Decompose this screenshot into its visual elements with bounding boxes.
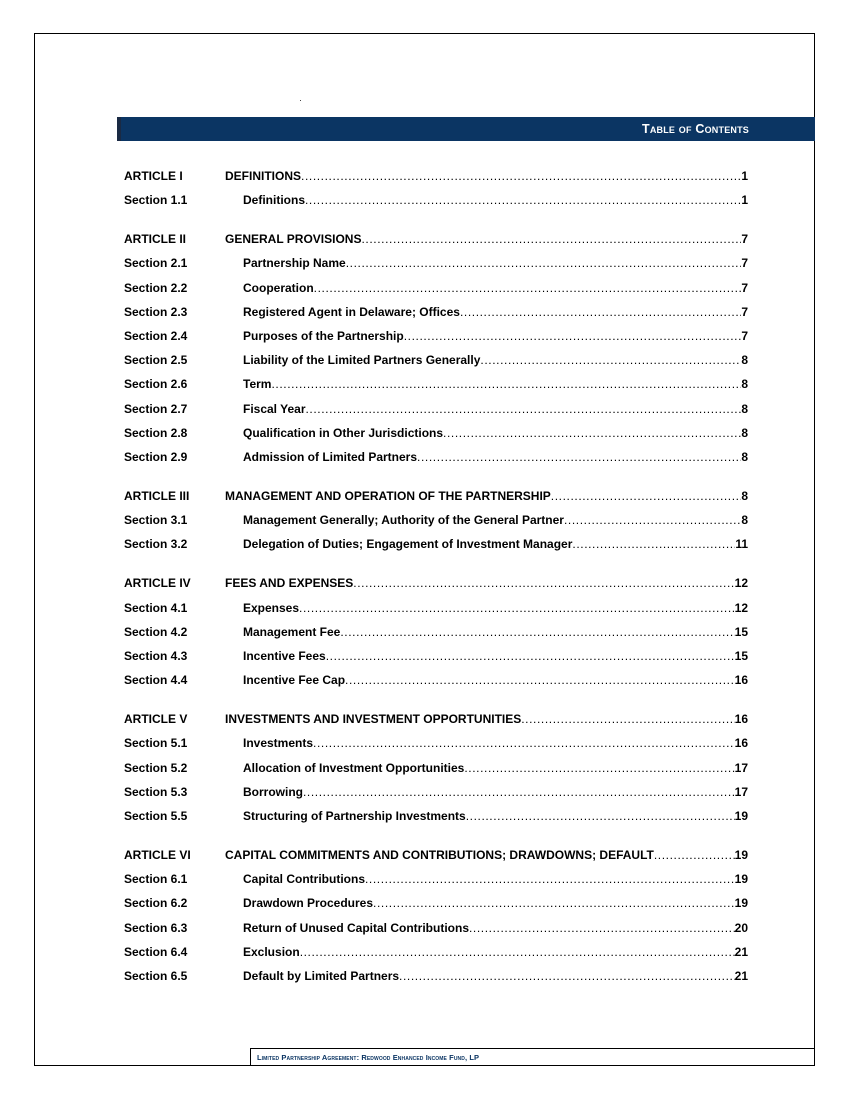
toc-entry-number: Section 1.1: [124, 193, 188, 208]
dot-leader: [361, 231, 741, 247]
toc-section-row[interactable]: [124, 648, 748, 664]
toc-article-row[interactable]: [124, 488, 748, 504]
toc-entry-title: Incentive Fees: [243, 649, 326, 663]
toc-section-row[interactable]: [124, 624, 748, 640]
toc-entry-number: ARTICLE V: [124, 712, 188, 727]
toc-article-row[interactable]: [124, 575, 748, 591]
toc-page-number: 7: [741, 329, 748, 343]
toc-entry: [225, 488, 748, 504]
toc-entry-title: Exclusion: [243, 944, 300, 959]
toc-entry-number: Section 5.3: [124, 784, 188, 799]
toc-entry-title: Return of Unused Capital Contributions: [243, 920, 469, 935]
toc-entry-number: Section 5.5: [124, 809, 188, 823]
toc-entry-title: FEES AND EXPENSES: [225, 576, 354, 591]
dot-leader: [469, 920, 735, 936]
toc-entry: [225, 711, 748, 727]
toc-section-row[interactable]: [124, 376, 748, 392]
toc-section-row[interactable]: [124, 944, 748, 960]
toc-section-row[interactable]: [124, 920, 748, 936]
toc-entry: [243, 328, 748, 344]
toc-section-row[interactable]: [124, 304, 748, 320]
dot-leader: [564, 512, 741, 528]
dot-leader: [464, 760, 734, 776]
toc-page-number: 8: [741, 425, 748, 440]
toc-entry-title: MANAGEMENT AND OPERATION OF THE PARTNERSHIP: [225, 489, 551, 503]
dot-leader: [466, 808, 735, 824]
toc-entry-title: Cooperation: [243, 280, 314, 295]
toc-entry-title: Drawdown Procedures: [243, 896, 374, 911]
toc-page-number: 21: [734, 969, 748, 983]
toc-entry-title: Partnership Name: [243, 256, 346, 271]
toc-entry-title: Definitions: [243, 193, 305, 208]
dot-leader: [314, 280, 742, 296]
toc-section-row[interactable]: [124, 784, 748, 800]
toc-entry-title: CAPITAL COMMITMENTS AND CONTRIBUTIONS; DRAWDOWNS; DEFAULT: [225, 848, 654, 862]
toc-entry-title: Management Fee: [243, 624, 341, 639]
toc-entry: [243, 352, 748, 368]
toc-entry: [243, 784, 748, 800]
toc-entry: [225, 575, 748, 591]
toc-entry-number: Section 2.1: [124, 256, 188, 271]
toc-entry-title: Registered Agent in Delaware; Offices: [243, 304, 460, 319]
toc-entry: [243, 648, 748, 664]
toc-page-number: 8: [741, 401, 748, 416]
toc-section-row[interactable]: [124, 895, 748, 911]
dot-leader: [399, 968, 735, 984]
toc-entry: [243, 425, 748, 441]
toc-entry-number: Section 2.3: [124, 304, 188, 319]
dot-leader: [271, 376, 741, 392]
toc-entry-title: Purposes of the Partnership: [243, 329, 404, 343]
toc-entry: [243, 255, 748, 271]
dot-leader: [313, 735, 735, 751]
toc-page-number: 15: [734, 624, 748, 639]
toc-entry-title: Management Generally; Authority of the General Partner: [243, 513, 564, 528]
footer: [250, 1048, 815, 1066]
toc-entry-number: Section 2.7: [124, 401, 188, 416]
toc-entry-number: Section 4.3: [124, 649, 188, 663]
toc-page-number: 11: [735, 537, 748, 552]
toc-article-row[interactable]: [124, 847, 748, 863]
toc-section-row[interactable]: [124, 280, 748, 296]
dot-leader: [303, 784, 735, 800]
toc-entry-number: Section 6.4: [124, 944, 188, 959]
toc-page-number: 7: [741, 280, 748, 295]
dot-leader: [373, 895, 735, 911]
toc-page-number: 19: [734, 848, 748, 862]
stray-mark: [300, 100, 301, 101]
dot-leader: [301, 168, 741, 184]
toc-heading: Table of Contents: [641, 122, 749, 136]
toc-page-number: 8: [741, 377, 748, 392]
toc-entry-title: Capital Contributions: [243, 872, 365, 887]
toc-article-row[interactable]: [124, 711, 748, 727]
toc-entry: [243, 871, 748, 887]
toc-page-number: 8: [741, 450, 748, 464]
toc-page-number: 8: [741, 513, 748, 528]
toc-entry-number: Section 6.5: [124, 969, 188, 983]
toc-entry-title: Admission of Limited Partners: [243, 450, 418, 464]
toc-entry: [243, 624, 748, 640]
toc-section-row[interactable]: [124, 449, 748, 465]
dot-leader: [346, 255, 742, 271]
toc-section-row[interactable]: [124, 600, 748, 616]
dot-leader: [306, 401, 742, 417]
toc-section-row[interactable]: [124, 512, 748, 528]
toc-entry: [243, 968, 748, 984]
toc-entry-number: ARTICLE II: [124, 232, 186, 247]
dot-leader: [654, 847, 735, 863]
toc-article-row[interactable]: [124, 168, 748, 184]
toc-entry-title: Borrowing: [243, 784, 303, 799]
toc-page-number: 7: [741, 232, 748, 247]
toc-section-row[interactable]: [124, 401, 748, 417]
toc-section-row[interactable]: [124, 968, 748, 984]
toc-entry-title: Delegation of Duties; Engagement of Investment Manager: [243, 537, 573, 552]
footer-title: Limited Partnership Agreement: Redwood Enhanced Income Fund, LP: [257, 1053, 480, 1062]
toc-page-number: 19: [734, 872, 748, 887]
toc-entry: [243, 376, 748, 392]
toc-entry-number: ARTICLE VI: [124, 848, 191, 862]
toc-entry: [243, 536, 748, 552]
dot-leader: [460, 304, 741, 320]
toc-entry-number: Section 2.2: [124, 280, 188, 295]
toc-page-number: 17: [734, 784, 748, 799]
toc-entry-number: Section 4.1: [124, 600, 188, 615]
toc-entry: [243, 944, 748, 960]
toc-entry-number: Section 6.1: [124, 872, 188, 887]
toc-page-number: 12: [734, 576, 748, 591]
toc-entry-number: Section 6.2: [124, 896, 188, 911]
toc-entry: [225, 847, 748, 863]
toc-entry-title: GENERAL PROVISIONS: [225, 232, 362, 247]
toc-page-number: 16: [734, 673, 748, 688]
toc-entry: [225, 231, 748, 247]
toc-entry-number: Section 4.4: [124, 673, 188, 688]
toc-entry: [225, 168, 748, 184]
toc-section-row[interactable]: [124, 352, 748, 368]
toc-entry: [243, 760, 748, 776]
toc-page-number: 8: [741, 489, 748, 503]
toc-entry-number: Section 3.1: [124, 513, 188, 528]
toc-section-row[interactable]: [124, 672, 748, 688]
toc-section-row[interactable]: [124, 425, 748, 441]
toc-entry: [243, 401, 748, 417]
toc-entry-number: ARTICLE I: [124, 169, 183, 183]
toc-page-number: 20: [734, 920, 748, 935]
toc-entry-number: Section 4.2: [124, 624, 188, 639]
toc-entry-title: Structuring of Partnership Investments: [243, 809, 466, 823]
dot-leader: [365, 871, 735, 887]
dot-leader: [572, 536, 735, 552]
toc-section-row[interactable]: [124, 760, 748, 776]
toc-entry: [243, 600, 748, 616]
dot-leader: [305, 192, 741, 208]
toc-entry-number: ARTICLE III: [124, 489, 190, 503]
toc-entry-title: Term: [243, 377, 272, 392]
toc-section-row[interactable]: [124, 536, 748, 552]
toc-entry-number: Section 3.2: [124, 537, 188, 552]
dot-leader: [345, 672, 735, 688]
toc-entry-title: DEFINITIONS: [225, 169, 302, 183]
toc-entry-title: Investments: [243, 736, 314, 751]
dot-leader: [300, 944, 735, 960]
dot-leader: [521, 711, 734, 727]
toc-section-row[interactable]: [124, 808, 748, 824]
toc-entry-title: Fiscal Year: [243, 401, 306, 416]
toc-entry: [243, 920, 748, 936]
toc-page-number: 8: [741, 353, 748, 368]
toc-section-row[interactable]: [124, 871, 748, 887]
toc-section-row[interactable]: [124, 328, 748, 344]
toc-page-number: 7: [741, 256, 748, 271]
dot-leader: [443, 425, 741, 441]
toc-entry-number: Section 2.4: [124, 329, 188, 343]
toc-entry-number: Section 6.3: [124, 920, 188, 935]
toc-entry-number: Section 2.9: [124, 450, 188, 464]
toc-entry-title: Qualification in Other Jurisdictions: [243, 425, 444, 440]
toc-page-number: 12: [734, 600, 748, 615]
dot-leader: [480, 352, 741, 368]
toc-page-number: 7: [741, 304, 748, 319]
toc-entry-number: Section 2.5: [124, 353, 188, 368]
toc-entry: [243, 280, 748, 296]
dot-leader: [551, 488, 742, 504]
toc-page-number: 15: [734, 649, 748, 663]
dot-leader: [404, 328, 742, 344]
toc-entry-title: Default by Limited Partners: [243, 969, 400, 983]
dot-leader: [340, 624, 734, 640]
toc-entry: [243, 808, 748, 824]
toc-entry-title: Allocation of Investment Opportunities: [243, 760, 465, 775]
toc-section-row[interactable]: [124, 192, 748, 208]
toc-page-number: 1: [741, 193, 748, 208]
dot-leader: [353, 575, 734, 591]
dot-leader: [299, 600, 735, 616]
dot-leader: [417, 449, 741, 465]
toc-entry-number: Section 5.2: [124, 760, 188, 775]
toc-entry-title: Liability of the Limited Partners Generally: [243, 353, 481, 368]
toc-entry: [243, 735, 748, 751]
toc-page-number: 19: [734, 896, 748, 911]
toc-entry: [243, 192, 748, 208]
toc-header-bar: [117, 117, 815, 141]
toc-entry-title: INVESTMENTS AND INVESTMENT OPPORTUNITIES: [225, 712, 522, 727]
toc-page-number: 16: [734, 736, 748, 751]
toc-entry: [243, 512, 748, 528]
toc-page-number: 1: [741, 169, 748, 183]
toc-section-row[interactable]: [124, 735, 748, 751]
toc-page-number: 17: [734, 760, 748, 775]
toc-entry: [243, 449, 748, 465]
toc-article-row[interactable]: [124, 231, 748, 247]
toc-page-number: 19: [734, 809, 748, 823]
toc-entry-number: Section 2.8: [124, 425, 188, 440]
dot-leader: [326, 648, 735, 664]
toc-page-number: 21: [734, 944, 748, 959]
toc-entry: [243, 672, 748, 688]
toc-entry-number: Section 5.1: [124, 736, 188, 751]
toc-page-number: 16: [734, 712, 748, 727]
toc-entry-number: Section 2.6: [124, 377, 188, 392]
toc-entry-number: ARTICLE IV: [124, 576, 191, 591]
toc-section-row[interactable]: [124, 255, 748, 271]
toc-entry-title: Incentive Fee Cap: [243, 673, 346, 688]
toc-entry: [243, 895, 748, 911]
toc-entry-title: Expenses: [243, 600, 300, 615]
toc-entry: [243, 304, 748, 320]
